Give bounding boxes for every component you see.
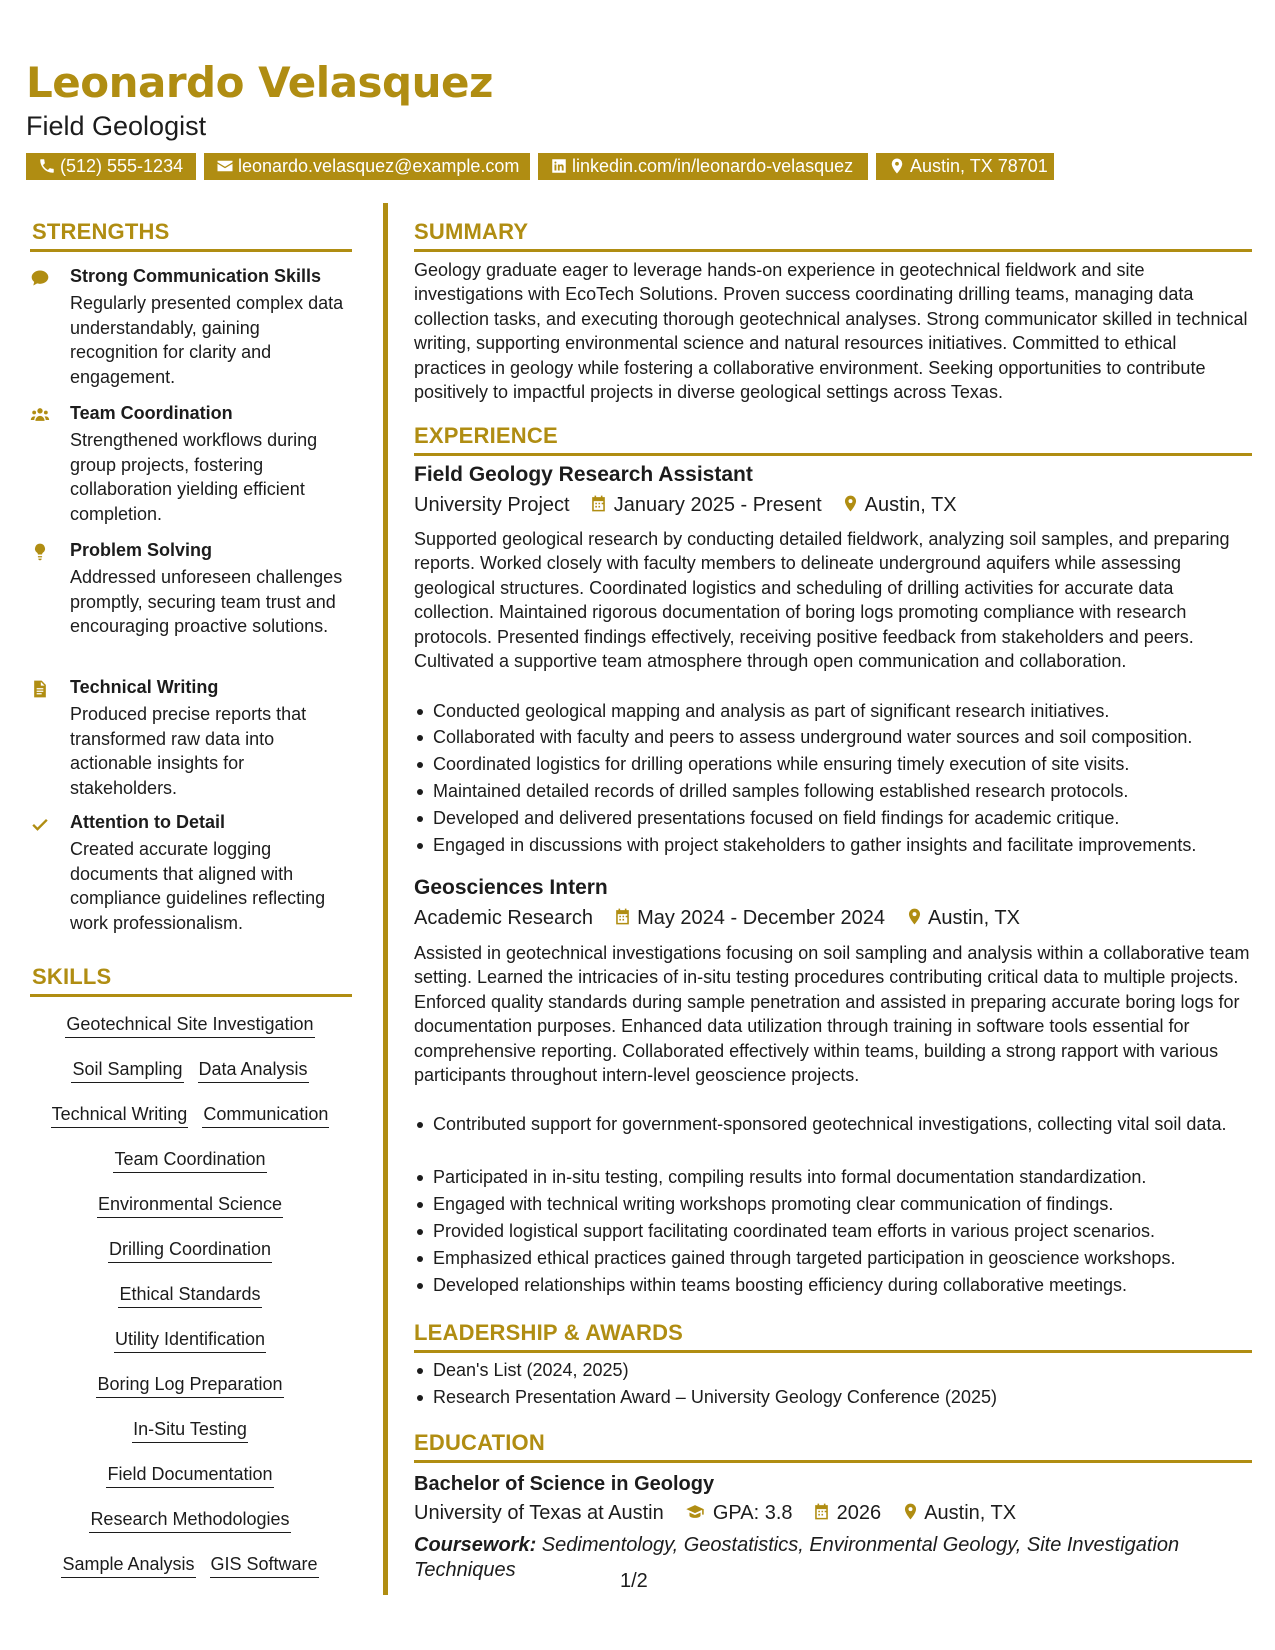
- list-item: Developed relationships within teams boosting efficiency during collaborative meetings.: [414, 1273, 1252, 1297]
- speech-bubble-icon: [30, 268, 52, 288]
- leadership-heading: LEADERSHIP & AWARDS: [414, 1320, 684, 1345]
- job-location: Austin, TX: [864, 494, 957, 516]
- skill-row: [30, 1239, 350, 1263]
- job-location: Austin, TX: [928, 907, 1020, 929]
- skill-tag: Ethical Standards: [118, 1284, 261, 1308]
- skill-row: [30, 1059, 350, 1083]
- coursework-list: Sedimentology, Geostatistics, Environmental Geology, Site Investigation Techniques: [414, 1534, 1180, 1581]
- users-icon: [30, 405, 52, 425]
- skill-row: [30, 1374, 350, 1398]
- checkmark-icon: [30, 814, 52, 834]
- contact-phone-text: (512) 555-1234: [60, 156, 184, 176]
- contact-linkedin[interactable]: [538, 153, 868, 180]
- location-pin-icon: [901, 1502, 920, 1524]
- contact-email-text: leonardo.velasquez@example.com: [238, 156, 520, 176]
- skills-rule: [30, 994, 352, 997]
- leadership-rule: [414, 1350, 1252, 1353]
- skill-row: [30, 1104, 350, 1128]
- job-role: Geosciences Intern: [414, 876, 608, 899]
- skill-tag: Drilling Coordination: [108, 1239, 272, 1263]
- job-role: Field Geology Research Assistant: [414, 463, 753, 486]
- location-pin-icon: [888, 156, 910, 176]
- list-item: Maintained detailed records of drilled samples following established research protocols.: [414, 779, 1252, 803]
- skill-tag: Technical Writing: [51, 1104, 189, 1128]
- coursework-label: Coursework:: [414, 1534, 537, 1556]
- skill-tag: Team Coordination: [113, 1149, 266, 1173]
- strength-description: Regularly presented complex data understandably, gaining recognition for clarity and engagement.: [70, 293, 344, 387]
- calendar-icon: [589, 494, 608, 516]
- education-heading: EDUCATION: [414, 1430, 545, 1455]
- contact-email[interactable]: [204, 153, 530, 180]
- summary-rule: [414, 249, 1252, 252]
- list-item: Coordinated logistics for drilling operations while ensuring timely execution of site visits.: [414, 752, 1252, 776]
- list-item: Dean's List (2024, 2025): [414, 1358, 1252, 1382]
- strength-title: Problem Solving: [70, 540, 213, 560]
- skill-row: [30, 1284, 350, 1308]
- experience-heading: EXPERIENCE: [414, 423, 558, 448]
- document-icon: [30, 679, 52, 699]
- skill-tag: Data Analysis: [198, 1059, 309, 1083]
- strengths-rule: [30, 249, 352, 252]
- job-meta: [414, 907, 1252, 930]
- skill-row: [30, 1329, 350, 1353]
- candidate-title: Field Geologist: [26, 111, 207, 141]
- strength-description: Addressed unforeseen challenges promptly, securing team trust and encouraging proactive solutions.: [70, 567, 343, 636]
- skill-tag: Utility Identification: [114, 1329, 266, 1353]
- list-item: Participated in in-situ testing, compiling results into formal documentation standardization.: [414, 1165, 1252, 1189]
- coursework: [414, 1533, 1194, 1583]
- summary-heading: SUMMARY: [414, 219, 529, 244]
- candidate-name: Leonardo Velasquez: [26, 58, 493, 107]
- page-number: 1/2: [620, 1570, 648, 1592]
- graduation-cap-icon: [683, 1502, 707, 1524]
- gpa: GPA: 3.8: [712, 1502, 793, 1524]
- strengths-heading: STRENGTHS: [32, 219, 170, 244]
- calendar-icon: [812, 1502, 831, 1524]
- contact-location: [876, 153, 1054, 180]
- contact-location-text: Austin, TX 78701: [910, 156, 1048, 176]
- job-org: Academic Research: [414, 907, 593, 929]
- skill-row: [30, 1194, 350, 1218]
- skill-tag: Geotechnical Site Investigation: [65, 1014, 314, 1038]
- list-item: Research Presentation Award – University Geology Conference (2025): [414, 1385, 1252, 1409]
- list-item: Engaged in discussions with project stakeholders to gather insights and facilitate improvements.: [414, 833, 1252, 857]
- skill-tag: Environmental Science: [97, 1194, 283, 1218]
- contact-linkedin-text: linkedin.com/in/leonardo-velasquez: [572, 156, 854, 176]
- skill-tag: Boring Log Preparation: [96, 1374, 283, 1398]
- skill-tag: Sample Analysis: [61, 1554, 195, 1578]
- job-org: University Project: [414, 494, 570, 516]
- education-meta: [414, 1502, 1252, 1525]
- strength-title: Technical Writing: [70, 677, 219, 697]
- skill-row: [30, 1149, 350, 1173]
- skill-tag: GIS Software: [210, 1554, 319, 1578]
- degree-title: Bachelor of Science in Geology: [414, 1473, 715, 1495]
- list-item: Provided logistical support facilitating coordinated team efforts in various project scenarios.: [414, 1219, 1252, 1243]
- job-dates: January 2025 - Present: [613, 494, 822, 516]
- calendar-icon: [613, 907, 632, 929]
- experience-rule: [414, 453, 1252, 456]
- strength-title: Team Coordination: [70, 403, 233, 423]
- job-meta: [414, 494, 1252, 517]
- list-item: Engaged with technical writing workshops promoting clear communication of findings.: [414, 1192, 1252, 1216]
- job-dates: May 2024 - December 2024: [637, 907, 886, 929]
- strength-description: Created accurate logging documents that aligned with compliance guidelines reflecting work professionalism.: [70, 839, 326, 933]
- job-description: Assisted in geotechnical investigations focusing on soil sampling and analysis within a collaborative team setting. Learned the intricacies of in-situ testing procedures contributing critical data to multiple projects. Enforced quality standards during sample penetration and assisted in preparing accurate boring logs for documentation purposes. Enhanced data utilization through training in software tools essential for comprehensive reporting. Collaborated effectively within teams, building a strong rapport with various participants throughout intern-level geoscience projects.: [414, 943, 1250, 1086]
- envelope-icon: [216, 156, 238, 176]
- lightbulb-icon: [30, 542, 52, 562]
- strength-description: Strengthened workflows during group projects, fostering collaboration yielding efficient completion.: [70, 430, 318, 524]
- column-divider: [383, 203, 388, 1595]
- education-rule: [414, 1460, 1252, 1463]
- education-location: Austin, TX: [924, 1502, 1017, 1524]
- summary-text: Geology graduate eager to leverage hands-on experience in geotechnical fieldwork and site investigations with EcoTech Solutions. Proven success coordinating drilling teams, managing data collection tasks, and executing thorough geotechnical analyses. Strong communicator skilled in technical writing, supporting environmental science and natural resources initiatives. Committed to ethical practices in geology while fostering a collaborative environment. Seeking opportunities to contribute positively to impactful projects in diverse geological settings across Texas.: [414, 260, 1248, 403]
- job-description: Supported geological research by conducting detailed fieldwork, analyzing soil samples, and preparing reports. Worked closely with faculty members to delineate underground aquifers while assessing geological structures. Coordinated logistics and scheduling of drilling activities for accurate data collection. Maintained rigorous documentation of boring logs promoting compliance with research protocols. Presented findings effectively, receiving positive feedback from stakeholders and peers. Cultivated a supportive team atmosphere through open communication and collaboration.: [414, 529, 1230, 672]
- skill-tag: Communication: [202, 1104, 329, 1128]
- strength-title: Strong Communication Skills: [70, 266, 322, 286]
- list-item: Emphasized ethical practices gained through targeted participation in geoscience workshops.: [414, 1246, 1252, 1270]
- contact-phone[interactable]: [26, 153, 196, 180]
- list-item: Conducted geological mapping and analysis as part of significant research initiatives.: [414, 699, 1252, 723]
- linkedin-icon: [550, 156, 572, 176]
- skill-tag: Soil Sampling: [71, 1059, 183, 1083]
- skill-row: [30, 1509, 350, 1533]
- skill-row: [30, 1464, 350, 1488]
- phone-icon: [38, 156, 60, 176]
- strength-description: Produced precise reports that transformed raw data into actionable insights for stakeholders.: [70, 704, 307, 798]
- list-item: Collaborated with faculty and peers to assess underground water sources and soil composition.: [414, 725, 1252, 749]
- skill-tag: Field Documentation: [106, 1464, 273, 1488]
- strength-title: Attention to Detail: [70, 812, 225, 832]
- list-item: Developed and delivered presentations focused on field findings for academic critique.: [414, 806, 1252, 830]
- skill-row: [30, 1554, 350, 1578]
- skill-row: [30, 1419, 350, 1443]
- graduation-year: 2026: [836, 1502, 882, 1524]
- list-item: Contributed support for government-sponsored geotechnical investigations, collecting vital soil data.: [414, 1112, 1252, 1136]
- skill-tag: In-Situ Testing: [132, 1419, 248, 1443]
- skill-tag: Research Methodologies: [89, 1509, 290, 1533]
- location-pin-icon: [841, 494, 860, 516]
- school-name: University of Texas at Austin: [414, 1502, 664, 1524]
- skills-heading: SKILLS: [32, 964, 112, 989]
- location-pin-icon: [905, 907, 924, 929]
- skill-row: [30, 1014, 350, 1038]
